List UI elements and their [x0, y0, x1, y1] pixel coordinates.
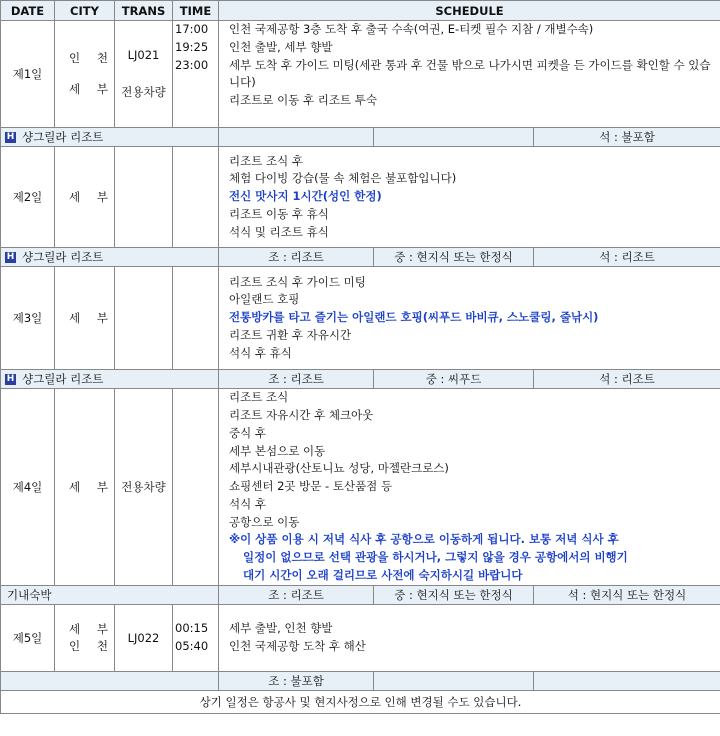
day1-dinner: 석 : 불포함 [534, 128, 720, 147]
day2-hotel-name: 샹그릴라 리조트 [22, 250, 104, 264]
day4-line-5: 쇼핑센터 2곳 방문 - 토산품점 등 [229, 479, 393, 494]
footer-note: 상기 일정은 항공사 및 현지사정으로 인해 변경될 수도 있습니다. [1, 691, 720, 714]
day1-time-2: 23:00 [175, 57, 209, 72]
day1-line-3: 리조트로 이동 후 리조트 투숙 [229, 93, 377, 108]
day4-line-1: 리조트 자유시간 후 체크아웃 [229, 407, 374, 422]
day4-notice-2: 대기 시간이 오래 걸리므로 사전에 숙지하시길 바랍니다 [243, 568, 523, 583]
day3-time [173, 267, 219, 370]
day1-line-1: 인천 출발, 세부 향발 [229, 39, 333, 54]
day1-city [55, 21, 115, 128]
day4-trans: 전용차량 [115, 389, 173, 586]
day1-times [173, 21, 219, 128]
day2-time [173, 147, 219, 248]
hotel-icon: H [6, 374, 15, 384]
day4-notice-0: ※이 상품 이용 시 저녁 식사 후 공항으로 이동하게 됩니다. 보통 저녁 식사 후 [229, 532, 619, 547]
day2-city [55, 147, 115, 248]
day1-city1b: 천 [96, 51, 108, 65]
day1-city2b: 부 [96, 82, 108, 96]
day2-row [1, 147, 720, 248]
day1-vehicle: 전용차량 [121, 85, 166, 99]
day5-times [173, 605, 219, 672]
day2-hotel [1, 248, 219, 267]
day3-row [1, 267, 720, 370]
day2-dinner: 석 : 리조트 [534, 248, 720, 267]
day2-line-0: 리조트 조식 후 [229, 153, 303, 168]
day5-trans: LJ022 [115, 605, 173, 672]
day5-city1a: 세 [69, 622, 81, 636]
day4-citya: 세 [69, 479, 81, 494]
header-row [1, 1, 720, 21]
day1-time-0: 17:00 [175, 22, 209, 36]
day2-label: 제2일 [1, 147, 55, 248]
day4-notice-1: 일정이 없으므로 선택 관광을 하시거나, 그렇지 않을 경우 공항에서의 비행기 [243, 550, 628, 565]
day3-line-4: 석식 후 휴식 [229, 345, 292, 360]
day5-schedule [219, 605, 720, 672]
day2-breakfast: 조 : 리조트 [219, 248, 374, 267]
day4-line-2: 중식 후 [229, 425, 266, 440]
day1-city2a: 세 [69, 82, 81, 96]
day2-meal-row [1, 248, 720, 267]
day3-dinner: 석 : 리조트 [534, 370, 720, 389]
day3-line-2: 전통방카를 타고 즐기는 아일랜드 호핑(씨푸드 바비큐, 스노쿨링, 줄낚시) [229, 310, 599, 325]
day1-hotel [1, 128, 219, 147]
day3-hotel [1, 370, 219, 389]
day1-time-1: 19:25 [175, 39, 209, 54]
day5-row [1, 605, 720, 672]
day5-line-1: 인천 국제공항 도착 후 해산 [229, 639, 366, 653]
day2-cityb: 부 [96, 189, 108, 204]
day4-lunch: 중 : 현지식 또는 한정식 [374, 586, 534, 605]
day2-schedule [219, 147, 720, 248]
day4-hotel: 기내숙박 [1, 586, 219, 605]
day3-breakfast: 조 : 리조트 [219, 370, 374, 389]
day4-dinner: 석 : 현지식 또는 한정식 [534, 586, 720, 605]
day3-trans [115, 267, 173, 370]
day4-meal-row [1, 586, 720, 605]
day1-trans [115, 21, 173, 128]
day5-hotel [1, 672, 219, 691]
day2-line-1: 체험 다이빙 강습(물 속 체험은 불포함입니다) [229, 171, 457, 186]
day2-line-2: 전신 맛사지 1시간(성인 한정) [229, 189, 382, 204]
day3-line-3: 리조트 귀환 후 자유시간 [229, 327, 352, 342]
day3-cityb: 부 [96, 310, 108, 325]
day4-line-4: 세부시내관광(산토니뇨 성당, 마젤란크로스) [229, 461, 449, 476]
day5-city [55, 605, 115, 672]
day1-row [1, 21, 720, 128]
day5-lunch [374, 672, 534, 691]
day5-time-1: 05:40 [175, 639, 209, 653]
day4-schedule [219, 389, 720, 586]
day5-city2a: 인 [69, 639, 81, 653]
day1-city1a: 인 [69, 51, 81, 65]
day4-cityb: 부 [96, 479, 108, 494]
day3-city [55, 267, 115, 370]
header-date: DATE [1, 1, 55, 21]
day3-schedule [219, 267, 720, 370]
day4-breakfast: 조 : 리조트 [219, 586, 374, 605]
day5-dinner [534, 672, 720, 691]
day5-city1b: 부 [96, 622, 108, 636]
header-trans: TRANS [115, 1, 173, 21]
day1-lunch [374, 128, 534, 147]
day3-hotel-name: 샹그릴라 리조트 [22, 372, 104, 386]
day1-schedule [219, 21, 720, 128]
day4-line-6: 석식 후 [229, 496, 266, 511]
day5-label: 제5일 [1, 605, 55, 672]
header-city: CITY [55, 1, 115, 21]
day1-breakfast [219, 128, 374, 147]
day2-citya: 세 [69, 189, 81, 204]
day1-line-0: 인천 국제공항 3층 도착 후 출국 수속(여권, E-티켓 필수 지참 / 개별수속) [229, 22, 594, 36]
day4-line-7: 공항으로 이동 [229, 514, 300, 529]
day1-hotel-name: 샹그릴라 리조트 [22, 130, 104, 144]
day4-line-0: 리조트 조식 [229, 390, 289, 405]
hotel-icon: H [6, 252, 15, 262]
day5-line-0: 세부 출발, 인천 향발 [229, 621, 333, 636]
day1-flight: LJ021 [127, 48, 160, 62]
day5-time-0: 00:15 [175, 621, 209, 636]
hotel-icon: H [6, 132, 15, 142]
day5-breakfast: 조 : 불포함 [219, 672, 374, 691]
day4-label: 제4일 [1, 389, 55, 586]
day3-lunch: 중 : 씨푸드 [374, 370, 534, 389]
day2-line-3: 리조트 이동 후 휴식 [229, 206, 329, 221]
day3-line-0: 리조트 조식 후 가이드 미팅 [229, 274, 366, 289]
day1-meal-row [1, 128, 720, 147]
day1-label: 제1일 [1, 21, 55, 128]
day4-line-3: 세부 본섬으로 이동 [229, 443, 326, 458]
day4-time [173, 389, 219, 586]
day3-label: 제3일 [1, 267, 55, 370]
day5-meal-row [1, 672, 720, 691]
day2-trans [115, 147, 173, 248]
day4-row [1, 389, 720, 586]
day1-line-2: 세부 도착 후 가이드 미팅(세관 통과 후 건물 밖으로 나가시면 피켓을 든 가이드를 확인할 수 있습니다) [229, 57, 711, 90]
footer-row [1, 691, 720, 714]
day2-line-4: 석식 및 리조트 휴식 [229, 224, 329, 239]
day5-city2b: 천 [96, 639, 108, 653]
header-time: TIME [173, 1, 219, 21]
day4-city [55, 389, 115, 586]
day3-line-1: 아일랜드 호핑 [229, 292, 300, 307]
day3-meal-row [1, 370, 720, 389]
header-schedule: SCHEDULE [219, 1, 720, 21]
day2-lunch: 중 : 현지식 또는 한정식 [374, 248, 534, 267]
day3-citya: 세 [69, 310, 81, 325]
